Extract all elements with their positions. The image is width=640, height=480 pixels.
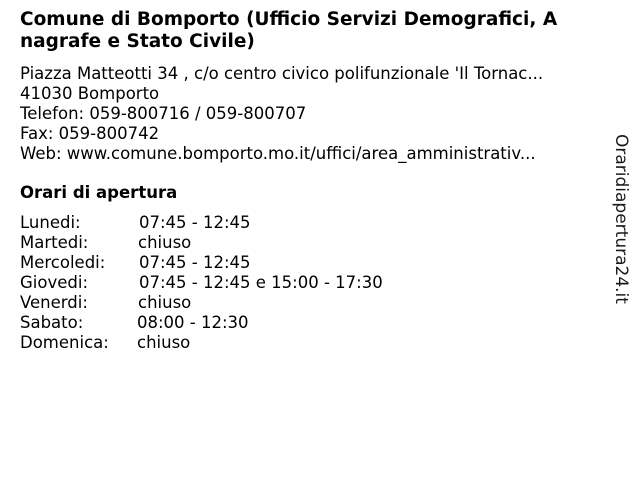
page-title-line-1: Comune di Bomporto (Ufficio Servizi Demografici, A (20, 9, 558, 30)
address-block (20, 64, 543, 164)
time-value: 08:00 - 12:30 (137, 313, 249, 332)
time-value: chiuso (137, 333, 191, 352)
day-label: Lunedi: (20, 213, 81, 232)
time-value: 07:45 - 12:45 (139, 253, 251, 272)
time-value: chiuso (138, 233, 192, 252)
page-title-line-2: nagrafe e Stato Civile) (20, 31, 255, 52)
time-value: 07:45 - 12:45 (139, 213, 251, 232)
phone-numbers: Telefon: 059-800716 / 059-800707 (20, 104, 307, 123)
time-value: chiuso (138, 293, 192, 312)
day-label: Giovedi: (20, 273, 88, 292)
fax-number: Fax: 059-800742 (20, 124, 160, 143)
street-address: Piazza Matteotti 34 , c/o centro civico polifunzionale 'Il Tornac... (20, 64, 544, 83)
city-postcode: 41030 Bomporto (20, 84, 160, 103)
time-value: 07:45 - 12:45 e 15:00 - 17:30 (139, 273, 383, 292)
site-watermark: Oraridiapertura24.it (611, 134, 631, 304)
opening-hours-heading: Orari di apertura (20, 183, 178, 202)
day-label: Sabato: (20, 313, 84, 332)
day-label: Martedi: (20, 233, 89, 252)
day-label: Mercoledi: (20, 253, 106, 272)
website-link[interactable]: Web: www.comune.bomporto.mo.it/uffici/area_amministrativ... (20, 144, 536, 163)
day-label: Venerdi: (20, 293, 88, 312)
day-label: Domenica: (20, 333, 109, 352)
page-title (20, 9, 620, 53)
